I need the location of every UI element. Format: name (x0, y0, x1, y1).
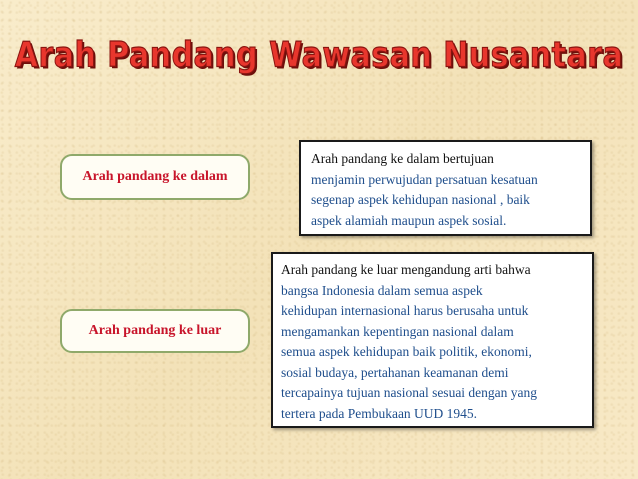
label-arah-pandang-ke-dalam (60, 154, 250, 200)
text-line: tertera pada Pembukaan UUD 1945. (281, 405, 478, 421)
text-line: kehidupan internasional harus berusaha untuk (281, 303, 529, 318)
text-line: aspek alamiah maupun aspek sosial. (311, 212, 507, 228)
slide-title: Arah Pandang Wawasan Nusantara (14, 35, 624, 76)
text-line: semua aspek kehidupan baik politik, ekonomi, (281, 344, 532, 359)
text-line: sosial budaya, pertahanan keamanan demi (281, 364, 509, 380)
text-line: Arah pandang ke dalam bertujuan (311, 151, 494, 166)
text-line: Arah pandang ke luar mengandung arti bahwa (281, 262, 531, 277)
description-box-dalam (299, 140, 592, 236)
label-arah-pandang-ke-luar (60, 309, 250, 353)
text-line: segenap aspek kehidupan nasional , baik (311, 192, 530, 207)
description-box-luar (271, 252, 594, 428)
label-dalam-text: Arah pandang ke dalam (82, 169, 228, 184)
text-line: menjamin perwujudan persatuan kesatuan (311, 171, 538, 187)
label-luar-text: Arah pandang ke luar (88, 323, 222, 338)
text-line: mengamankan kepentingan nasional dalam (281, 323, 514, 339)
text-line: bangsa Indonesia dalam semua aspek (281, 282, 483, 298)
text-line: tercapainya tujuan nasional sesuai dengan yang (281, 385, 538, 400)
